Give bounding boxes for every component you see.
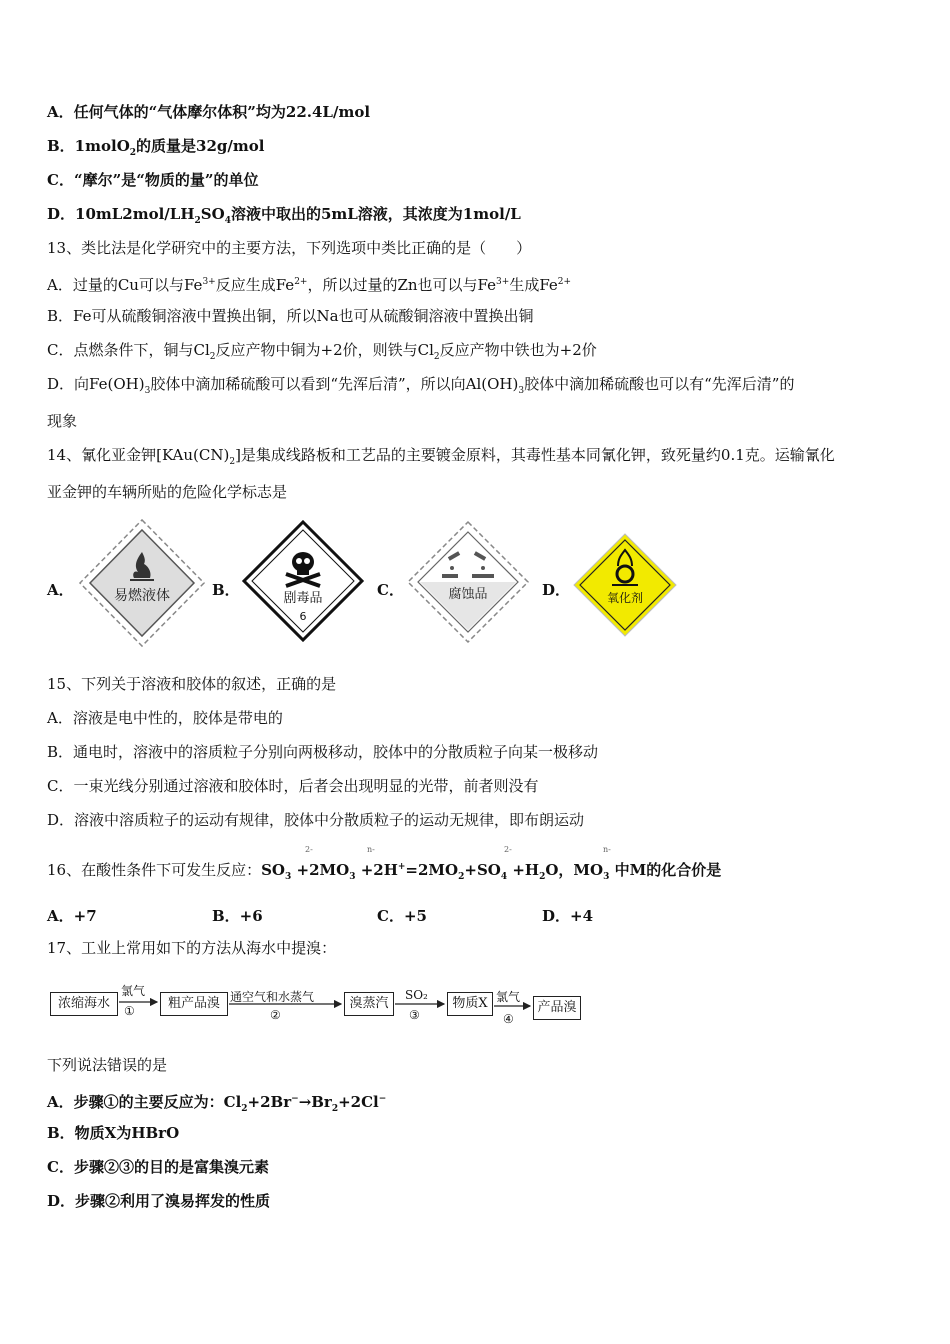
q13-option-d-continued: 现象 — [47, 412, 78, 430]
q12-option-a: A．任何气体的“气体摩尔体积”均为22.4L/mol — [47, 103, 371, 121]
sign-a-label: 易燃液体 — [114, 588, 170, 604]
mo3-charge-2: n- — [603, 845, 611, 854]
flow-box-bromine-vapor: 溴蒸汽 — [344, 992, 394, 1016]
sign-c-label: 腐蚀品 — [448, 587, 488, 602]
sign-b-number: 6 — [299, 610, 307, 623]
q16-option-a: A．+7 — [47, 907, 97, 925]
flow-arrow3-step: ③ — [409, 1008, 420, 1022]
sign-b-label: 剧毒品 — [283, 591, 323, 606]
q17-option-a: A．步骤①的主要反应为：$Cl_2+2Br^-\to Br_2+2Cl^-$ — [47, 1093, 387, 1114]
q12-option-d: D．$10mL2mol/LH_2SO_4$溶液中取出的5mL溶液，其浓度为1mol/L — [47, 205, 521, 226]
q14-option-a-letter: A． — [47, 581, 74, 599]
q15-option-d: D．溶液中溶质粒子的运动有规律，胶体中分散质粒子的运动无规律，即布朗运动 — [47, 811, 585, 829]
flow-arrows — [47, 982, 587, 1028]
q17-question: 下列说法错误的是 — [47, 1056, 168, 1074]
q15-stem: 15、下列关于溶液和胶体的叙述，正确的是 — [47, 675, 337, 693]
flow-box-crude-bromine: 粗产品溴 — [160, 992, 228, 1016]
q13-stem: 13、类比法是化学研究中的主要方法，下列选项中类比正确的是（ ） — [47, 239, 532, 257]
corrosive-sign-icon — [406, 520, 530, 644]
q14-option-b-letter: B． — [212, 581, 240, 599]
flow-box-substance-x: 物质X — [447, 992, 493, 1016]
flow-arrow2-step: ② — [270, 1008, 281, 1022]
q13-option-d: D．向$Fe(OH)_3$胶体中滴加稀硫酸可以看到“先浑后清”，所以向$Al(OH)_3$胶体中滴加稀硫酸也可以有“先浑后清”的 — [47, 375, 795, 396]
so4-charge: 2- — [504, 845, 512, 854]
q15-option-b: B．通电时，溶液中的溶质粒子分别向两极移动，胶体中的分散质粒子向某一极移动 — [47, 743, 599, 761]
q13-option-a: A．过量的Cu可以与$Fe^{3+}$反应生成$Fe^{2+}$，所以过量的Zn也可以与$Fe^{3+}$生成$Fe^{2+}$ — [47, 276, 572, 294]
sign-d-label: 氧化剂 — [606, 591, 644, 605]
flow-arrow4-step: ④ — [503, 1012, 514, 1026]
q16-option-d: D．+4 — [542, 907, 594, 925]
flow-arrow2-label: 通空气和水蒸气 — [230, 990, 315, 1004]
q12-option-b: B．1molO$_2$的质量是32g/mol — [47, 137, 265, 158]
flow-arrow3-label: SO₂ — [405, 988, 428, 1002]
q15-option-a: A．溶液是电中性的，胶体是带电的 — [47, 709, 283, 727]
flow-arrow1-step: ① — [124, 1004, 135, 1018]
q14-option-c-letter: C． — [377, 581, 404, 599]
q12-option-c: C．“摩尔”是“物质的量”的单位 — [47, 171, 259, 189]
q15-option-c: C．一束光线分别通过溶液和胶体时，后者会出现明显的光带，前者则没有 — [47, 777, 539, 795]
q17-option-c: C．步骤②③的目的是富集溴元素 — [47, 1158, 269, 1176]
flow-box-concentrated-seawater: 浓缩海水 — [50, 992, 118, 1016]
flow-arrow1-label: 氯气 — [121, 984, 146, 998]
oxidizer-sign-icon — [572, 532, 678, 638]
q17-option-b: B．物质X为HBrO — [47, 1124, 180, 1142]
flow-box-product-bromine: 产品溴 — [533, 996, 581, 1020]
so3-charge: 2- — [305, 845, 313, 854]
flow-arrow4-label: 氯气 — [496, 990, 521, 1004]
q14-stem-line1: 14、氰化亚金钾$[KAu(CN)_2]$是集成线路板和工艺品的主要镀金原料，其毒性基本同氰化钾，致死量约0.1克。运输氰化 — [47, 446, 835, 467]
q17-stem: 17、工业上常用如下的方法从海水中提溴： — [47, 939, 337, 957]
q16-option-c: C．+5 — [377, 907, 427, 925]
q16-option-b: B．+6 — [212, 907, 263, 925]
q16-stem: 16、在酸性条件下可发生反应：$SO_3 +2MO_3 +2H^+=2MO_2+SO_4 +H_2O$，$MO_3$ 中M的化合价是 — [47, 861, 722, 882]
q14-stem-line2: 亚金钾的车辆所贴的危险化学标志是 — [47, 483, 288, 501]
q13-option-b: B．Fe可从硫酸铜溶液中置换出铜，所以Na也可从硫酸铜溶液中置换出铜 — [47, 307, 534, 325]
mo3-charge: n- — [367, 845, 375, 854]
q17-option-d: D．步骤②利用了溴易挥发的性质 — [47, 1192, 271, 1210]
q13-option-c: C．点燃条件下，铜与$Cl_2$反应产物中铜为+2价，则铁与$Cl_2$反应产物中铁也为+2价 — [47, 341, 597, 362]
toxic-sign-icon — [242, 520, 364, 642]
flammable-liquid-sign-icon — [78, 518, 206, 648]
q14-option-d-letter: D． — [542, 581, 571, 599]
